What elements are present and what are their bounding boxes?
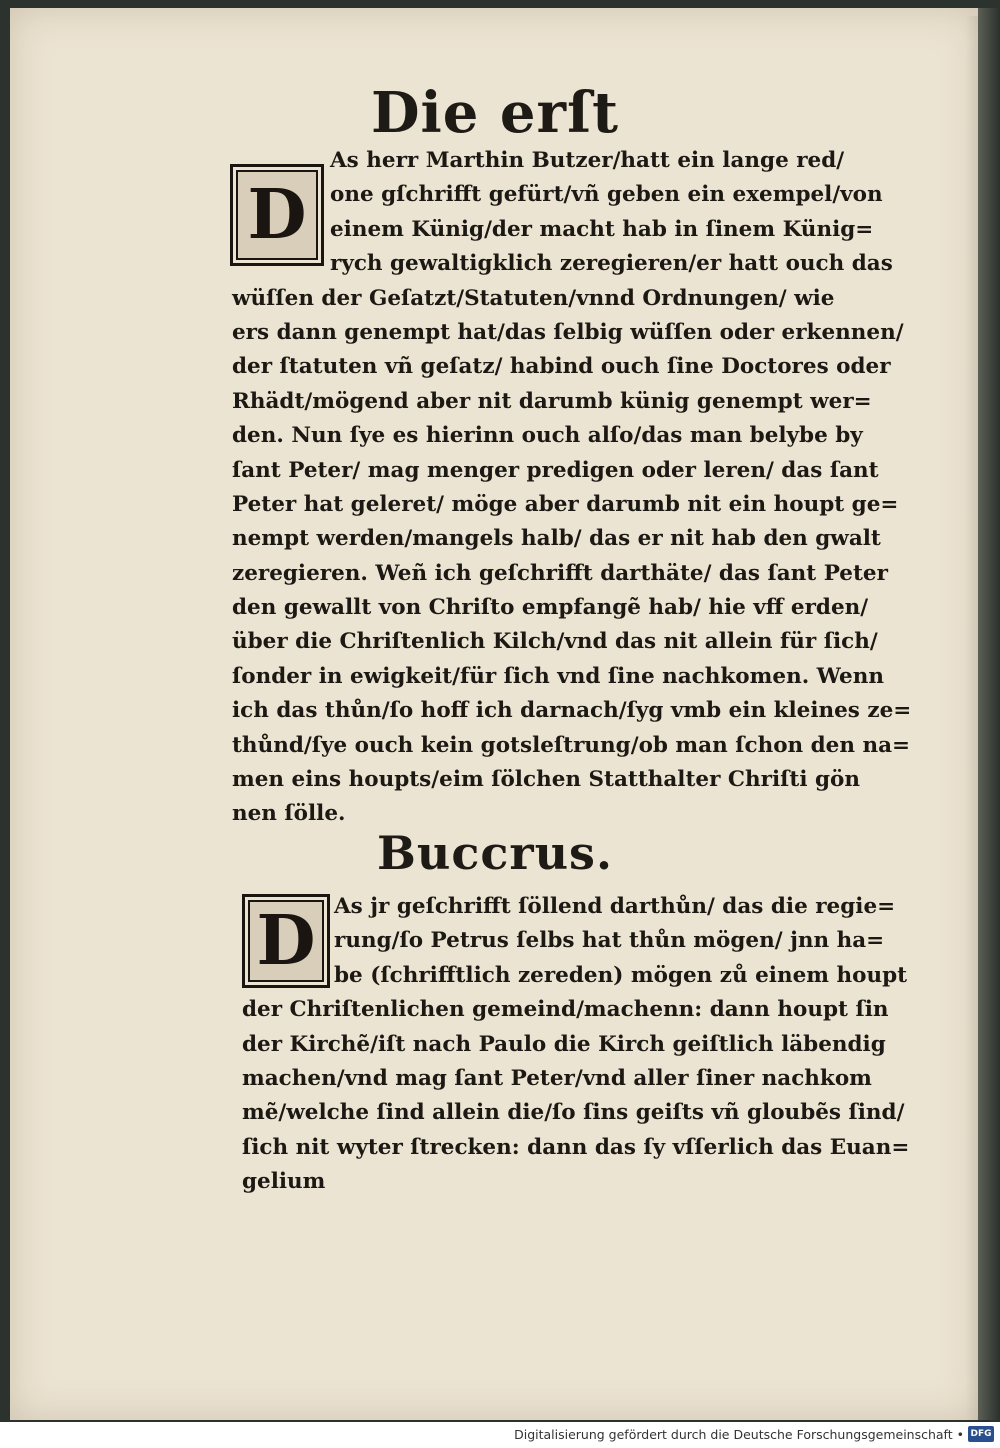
footer-credit-text: Digitalisierung gefördert durch die Deutsche Forschungsgemeinschaft • xyxy=(514,1427,964,1442)
text-line: one gſchrifft gefürt/vñ geben ein exempel/von xyxy=(330,182,883,208)
text-line: ſant Peter/ mag menger predigen oder leren/ das ſant xyxy=(232,457,879,483)
text-line: ich das thůn/ſo hoff ich darnach/ſyg vmb ein kleines ze= xyxy=(232,698,912,724)
footer-bar xyxy=(0,1422,1000,1448)
text-line: ſich nit wyter ſtrecken: dann das ſy vſſerlich das Euan= xyxy=(242,1134,910,1160)
text-line: den gewallt von Chriſto empfangẽ hab/ hie vff erden/ xyxy=(232,595,869,621)
text-line: zeregieren. Weñ ich geſchrifft darthäte/ das ſant Peter xyxy=(232,560,888,586)
paragraph-buccrus xyxy=(242,890,909,1200)
text-line: der ſtatuten vñ geſatz/ habind ouch ſine Doctores oder xyxy=(232,354,891,380)
text-line: ſonder in ewigkeit/für ſich vnd ſine nachkomen. Wenn xyxy=(232,663,885,689)
text-line: rung/ſo Petrus ſelbs hat thůn mögen/ jnn ha= xyxy=(334,928,885,954)
text-line: ers dann genempt hat/das ſelbig wüſſen oder erkennen/ xyxy=(232,319,904,345)
text-line: Rhädt/mögend aber nit darumb künig genempt wer= xyxy=(232,388,872,414)
book-edge-strip xyxy=(978,8,1000,1420)
text-line: thůnd/ſye ouch kein gotsleſtrung/ob man ſchon den na= xyxy=(232,732,911,758)
text-line: gelium xyxy=(242,1169,326,1195)
section-heading-die-erst: Die erſt xyxy=(370,80,620,146)
text-line: den. Nun ſye es hierinn ouch alſo/das man belybe by xyxy=(232,423,863,449)
book-page xyxy=(10,8,980,1420)
initial-letter: D xyxy=(247,175,307,255)
text-line: einem Künig/der macht hab in ſinem Künig= xyxy=(330,216,874,242)
text-line: über die Chriſtenlich Kilch/vnd das nit allein für ſich/ xyxy=(232,629,878,655)
text-line: machen/vnd mag ſant Peter/vnd aller ſiner nachkom xyxy=(242,1065,872,1091)
text-line: wüſſen der Geſatzt/Statuten/vnnd Ordnungen/ wie xyxy=(232,285,835,311)
initial-letter: D xyxy=(256,901,316,981)
text-line: be (ſchrifftlich zereden) mögen zů einem houpt xyxy=(334,962,908,988)
text-line: nempt werden/mangels halb/ das er nit hab den gwalt xyxy=(232,526,881,552)
text-line: der Kirchẽ/iſt nach Paulo die Kirch geiſtlich läbendig xyxy=(242,1031,886,1057)
text-line: nen ſölle. xyxy=(232,801,346,827)
text-line: der Chriſtenlichen gemeind/machenn: dann houpt ſin xyxy=(242,997,889,1023)
text-line: Peter hat geleret/ möge aber darumb nit ein houpt ge= xyxy=(232,491,899,517)
text-line: men eins houpts/eim ſölchen Statthalter Chriſti gön xyxy=(232,767,860,793)
dfg-logo-icon: DFG xyxy=(968,1426,994,1442)
paragraph-die-erst xyxy=(232,144,911,832)
text-line: As herr Marthin Butzer/hatt ein lange red/ xyxy=(330,148,845,173)
text-line: rych gewaltigklich zeregieren/er hatt ouch das xyxy=(330,251,893,277)
section-heading-buccrus: Buccrus. xyxy=(377,826,613,880)
text-line: As jr geſchrifft ſöllend darthůn/ das die regie= xyxy=(334,894,896,919)
text-line: mẽ/welche ſind allein die/ſo ſins geiſts vñ gloubẽs ſind/ xyxy=(242,1100,905,1126)
